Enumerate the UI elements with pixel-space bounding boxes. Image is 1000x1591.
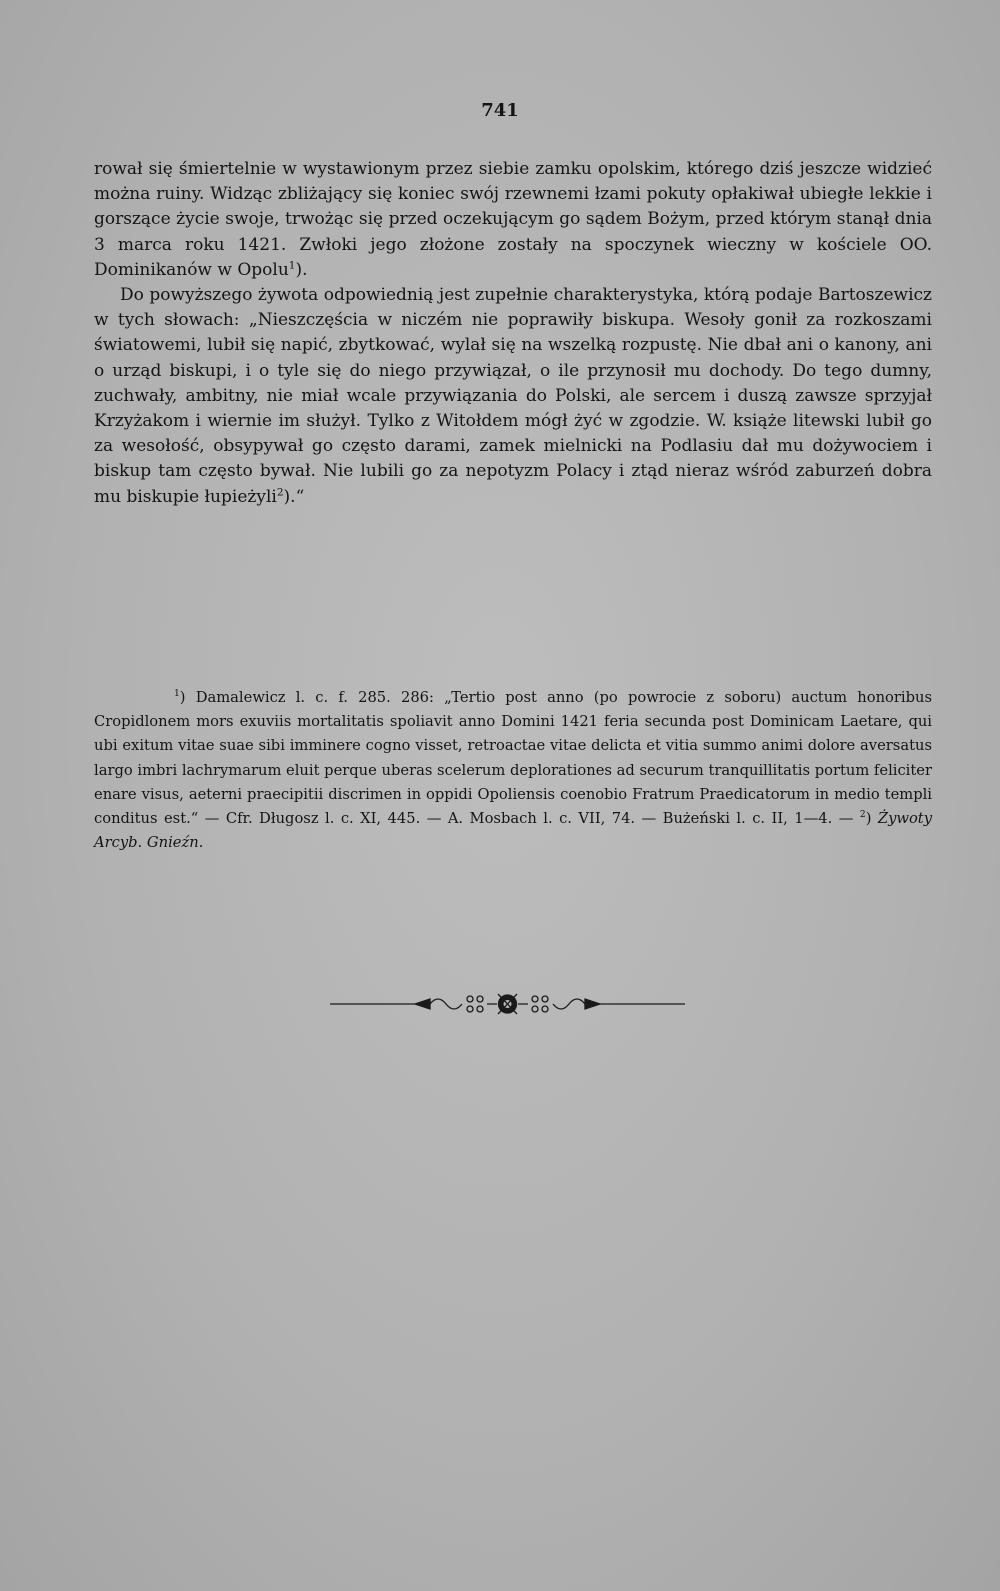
paragraph-1	[94, 157, 932, 283]
footnote-2-text: )	[865, 810, 878, 828]
footnote-1-text: ) Damalewicz l. c. f. 285. 286: „Tertio post anno (po powrocie z soboru) auctum honoribus Cropidlonem mors exuviis mortalitatis spoliavit anno Domini 1421 feria secunda post Dominicam Laetare, qui ubi exitum vitae suae sibi imminere cogno visset, retroactae vitae delicta et vitia summo animi dolore aversatus largo imbri lachrymarum eluit perque uberas scelerum deplorationes ad securum tranquillitatis portum feliciter enare visus, aeterni praecipitii discrimen in oppidi Opoliensis coenobio Fratrum Praedicatorum in medio templi conditus est.“ — Cfr. Długosz l. c. XI, 445. — A. Mosbach l. c. VII, 74. — Bużeński l. c. II, 1—4. —	[94, 689, 932, 828]
paragraph-1-end: ).	[295, 259, 308, 280]
footnote-ref-1: 1	[288, 259, 296, 272]
footnote-1-marker: 1	[174, 689, 180, 700]
footnote-ref-2: 2	[276, 485, 284, 498]
decorative-divider-icon	[330, 990, 685, 1018]
footnote-1	[94, 686, 932, 855]
paragraph-2	[94, 283, 932, 510]
paragraph-1-text: rował się śmiertelnie w wystawionym przez siebie zamku opolskim, którego dziś jeszcze widzieć można ruiny. Widząc zbliżający się koniec swój rzewnemi łzami pokuty opłakiwał ubiegłe lekkie i gorszące życie swoje, trwożąc się przed oczekującym go sądem Bożym, przed którym stanął dnia 3 marca roku 1421. Zwłoki jego złożone zostały na spoczynek wieczny w kościele OO. Dominikanów w Opolu	[94, 159, 932, 280]
footnote-2-source: Żywoty Arcyb. Gnieźn.	[94, 810, 933, 852]
paragraph-2-text: Do powyższego żywota odpowiednią jest zupełnie charakterystyka, którą podaje Bartoszewicz w tych słowach: „Nieszczęścia w niczém nie poprawiły biskupa. Wesoły gonił za rozkoszami światowemi, lubił się napić, zbytkować, wylał się na wszelką rozpustę. Nie dbał ani o kanony, ani o urząd biskupi, i o tyle się do niego przywiązał, o ile przynosił mu dochody. Do tego dumny, zuchwały, ambitny, nie miał wcale przywiązania do Polski, ale sercem i duszą zawsze sprzyjał Krzyżakom i wiernie im służył. Tylko z Witołdem mógł żyć w zgodzie. W. książe litewski lubił go za wesołość, obsypywał go często darami, zamek mielnicki na Podlasiu dał mu dożywociem i biskup tam często bywał. Nie lubili go za nepotyzm Polacy i ztąd nieraz wśród zaburzeń dobra mu biskupie łupieżyli	[94, 285, 932, 507]
footnote-2-marker: 2	[859, 810, 866, 821]
main-text	[94, 157, 932, 510]
paragraph-2-end: ).“	[283, 486, 305, 507]
page-number: 741	[481, 100, 519, 121]
footnotes	[94, 686, 932, 855]
